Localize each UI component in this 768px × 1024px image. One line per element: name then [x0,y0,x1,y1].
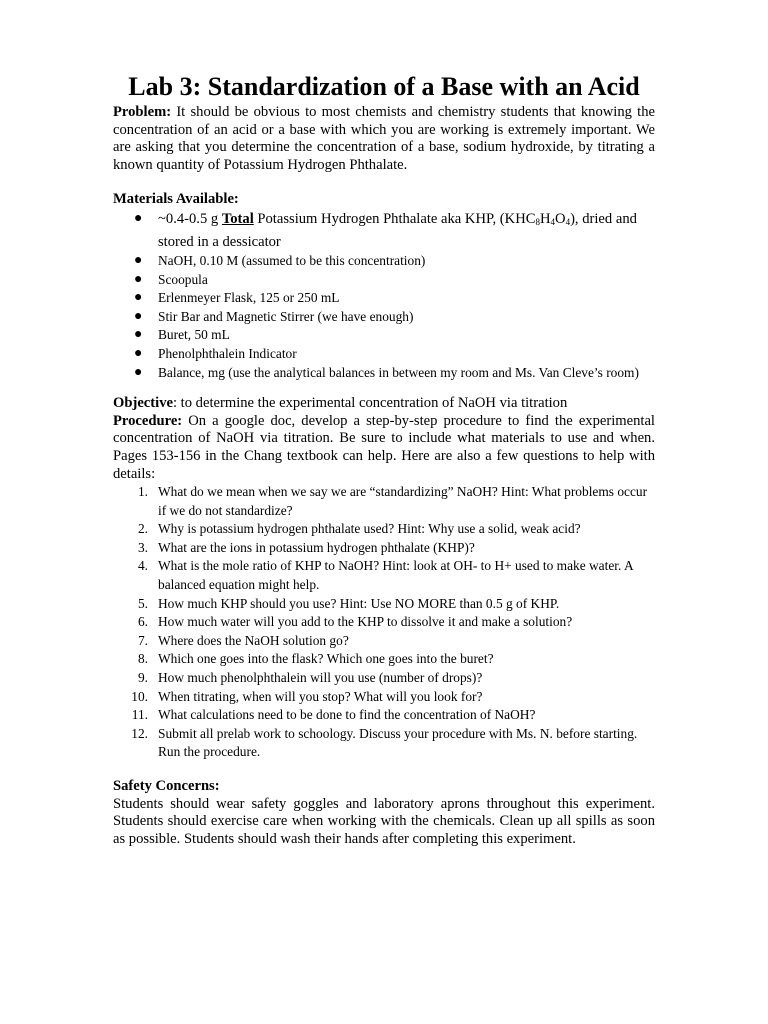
safety-heading: Safety Concerns: [113,778,220,794]
list-item: ● Buret, 50 mL [113,326,655,345]
bullet-icon: ● [134,290,143,306]
document-page [113,66,655,848]
list-item: ● Erlenmeyer Flask, 125 or 250 mL [113,289,655,308]
bullet-icon: ● [134,345,143,361]
objective-label: Objective [113,395,173,412]
bullet-icon: ● [134,308,143,324]
list-item: 3. What are the ions in potassium hydrogen phthalate (KHP)? [137,539,475,555]
list-item: ● NaOH, 0.10 M (assumed to be this concentration) [113,252,655,271]
bullet-icon: ● [134,271,143,287]
objective-paragraph [113,395,655,413]
problem-text: It should be obvious to most chemists and chemistry students that knowing the concentration of an acid or a base with which you are working is extremely important. We are asking that you determine the concentration of a base, sodium hydroxide, by titrating a known quantity of Potassium Hydrogen Phthalate. [113,104,655,173]
list-item: 9. How much phenolphthalein will you use (number of drops)? [137,670,483,686]
list-item: ● Phenolphthalein Indicator [113,345,655,364]
list-item: 11. What calculations need to be done to find the concentration of NaOH? [131,707,536,723]
list-item: 6. How much water will you add to the KHP to dissolve it and make a solution? [137,614,573,630]
list-item: 7. Where does the NaOH solution go? [137,632,349,648]
list-item: ● Stir Bar and Magnetic Stirrer (we have enough) [113,308,655,327]
bullet-icon: ● [134,252,143,268]
list-item: 2. Why is potassium hydrogen phthalate used? Hint: Why use a solid, weak acid? [137,521,581,537]
bullet-icon: ● [134,364,143,380]
problem-paragraph [113,104,655,174]
bullet-icon: ● [134,327,143,343]
bullet-icon: ● [134,210,143,226]
safety-paragraph: Students should wear safety goggles and laboratory aprons throughout this experiment. Students should exercise care when working with the chemicals. Clean up all spills as soon as possible. Students should wash their hands after completing this experiment. [113,795,655,847]
objective-text: : to determine the experimental concentration of NaOH via titration [172,395,568,412]
materials-list [113,209,655,382]
procedure-text: On a google doc, develop a step-by-step procedure to find the experimental concentration of NaOH via titration. Be sure to include what materials to use and when. Pages 153-156 in the Chang textbook can help. Here are also a few questions to help with details: [113,412,655,482]
list-item: ● Scoopula [113,271,655,290]
khp-total: Total [221,210,254,227]
procedure-label: Procedure: [113,412,183,429]
list-item: 12. Submit all prelab work to schoology. Discuss your procedure with Ms. N. before starting. Run the procedure. [131,725,638,760]
procedure-paragraph [113,413,655,483]
list-item: 10. When titrating, when will you stop? What will you look for? [131,688,483,704]
list-item: ● Balance, mg (use the analytical balances in between my room and Ms. Van Cleve’s room) [113,364,655,383]
materials-heading: Materials Available: [113,191,239,208]
list-item: 4. What is the mole ratio of KHP to NaOH? Hint: look at OH- to H+ used to make water. A balanced equation might help. [137,558,633,593]
list-item: 1. What do we mean when we say we are “standardizing” NaOH? Hint: What problems occur if we do not standardize? [137,484,648,518]
problem-label: Problem: [113,104,172,120]
list-item: 8. Which one goes into the flask? Which one goes into the buret? [137,651,494,667]
page-title: Lab 3: Standardization of a Base with an Acid [128,72,640,101]
procedure-steps [113,483,655,762]
list-item: ● ~0.4-0.5 g Total Potassium Hydrogen Phthalate aka KHP, $(KHC_8H_4O_4)$, dried and stored in a dessicator [134,210,637,250]
list-item: 5. How much KHP should you use? Hint: Use NO MORE than 0.5 g of KHP. [137,595,560,611]
